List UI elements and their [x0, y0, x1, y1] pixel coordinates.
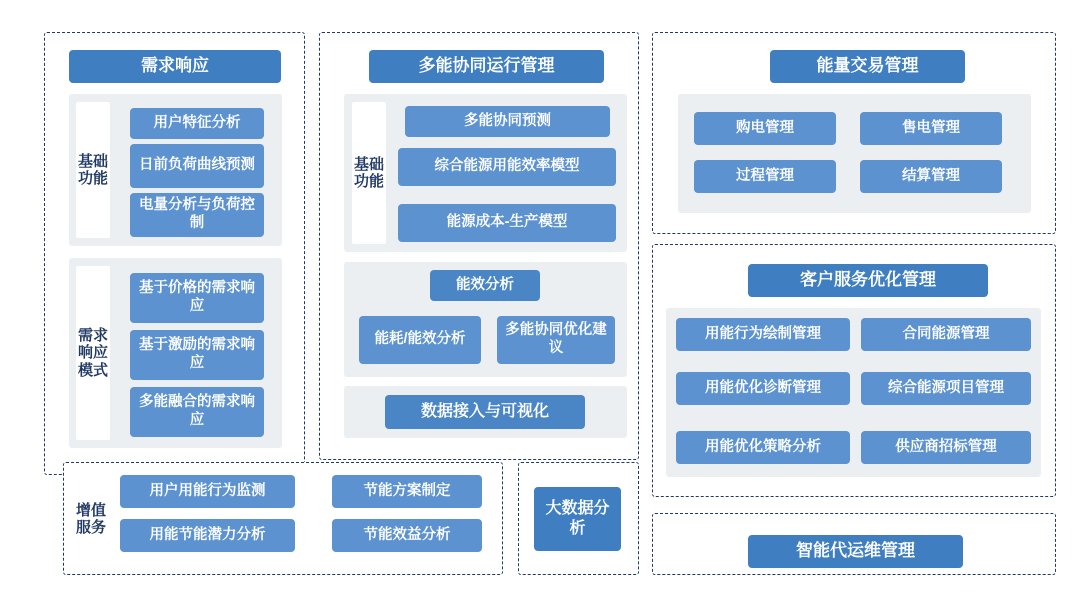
- value-added-item-3[interactable]: 节能效益分析: [332, 519, 482, 552]
- customer-service-item-3[interactable]: 综合能源项目管理: [861, 372, 1031, 405]
- energy-trading-item-2[interactable]: 过程管理: [694, 160, 836, 193]
- efficiency-item-1[interactable]: 多能协同优化建议: [497, 316, 615, 364]
- demand-response-mode-item-2[interactable]: 多能融合的需求响应: [130, 387, 264, 437]
- demand-response-basic-item-2[interactable]: 电量分析与负荷控制: [130, 193, 264, 237]
- demand-response-mode-item-1[interactable]: 基于激励的需求响应: [130, 330, 264, 380]
- value-added-item-0[interactable]: 用户用能行为监测: [120, 475, 295, 508]
- demand-response-mode-label: 需求响应模式: [76, 266, 110, 440]
- customer-service-item-1[interactable]: 合同能源管理: [861, 318, 1031, 351]
- multi-energy-basic-item-0[interactable]: 多能协同预测: [405, 106, 610, 137]
- customer-service-title: 客户服务优化管理: [748, 264, 988, 297]
- energy-trading-item-1[interactable]: 售电管理: [860, 112, 1002, 145]
- multi-energy-basic-item-2[interactable]: 能源成本-生产模型: [398, 204, 616, 242]
- value-added-item-2[interactable]: 节能方案制定: [332, 475, 482, 508]
- value-added-label: 增值服务: [74, 472, 108, 566]
- demand-response-title: 需求响应: [69, 50, 281, 83]
- multi-energy-title: 多能协同运行管理: [369, 50, 604, 83]
- customer-service-item-0[interactable]: 用能行为绘制管理: [676, 318, 850, 351]
- customer-service-item-5[interactable]: 供应商招标管理: [861, 431, 1031, 464]
- demand-response-basic-item-0[interactable]: 用户特征分析: [130, 108, 264, 139]
- energy-trading-item-0[interactable]: 购电管理: [694, 112, 836, 145]
- energy-trading-item-3[interactable]: 结算管理: [860, 160, 1002, 193]
- energy-trading-title: 能量交易管理: [770, 50, 965, 83]
- customer-service-item-4[interactable]: 用能优化策略分析: [676, 431, 850, 464]
- efficiency-item-0[interactable]: 能耗/能效分析: [359, 316, 481, 364]
- multi-energy-basic-item-1[interactable]: 综合能源用能效率模型: [398, 148, 616, 186]
- multi-energy-basic-label: 基础功能: [352, 102, 386, 244]
- smart-ops-title: 智能代运维管理: [748, 535, 963, 568]
- demand-response-basic-label: 基础功能: [76, 102, 110, 238]
- customer-service-item-2[interactable]: 用能优化诊断管理: [676, 372, 850, 405]
- data-access-item[interactable]: 数据接入与可视化: [385, 395, 585, 429]
- efficiency-analysis-title: 能效分析: [430, 270, 540, 301]
- demand-response-basic-item-1[interactable]: 日前负荷曲线预测: [130, 144, 264, 188]
- value-added-item-1[interactable]: 用能节能潜力分析: [120, 519, 295, 552]
- demand-response-mode-item-0[interactable]: 基于价格的需求响应: [130, 273, 264, 323]
- big-data-title: 大数据分析: [534, 487, 621, 551]
